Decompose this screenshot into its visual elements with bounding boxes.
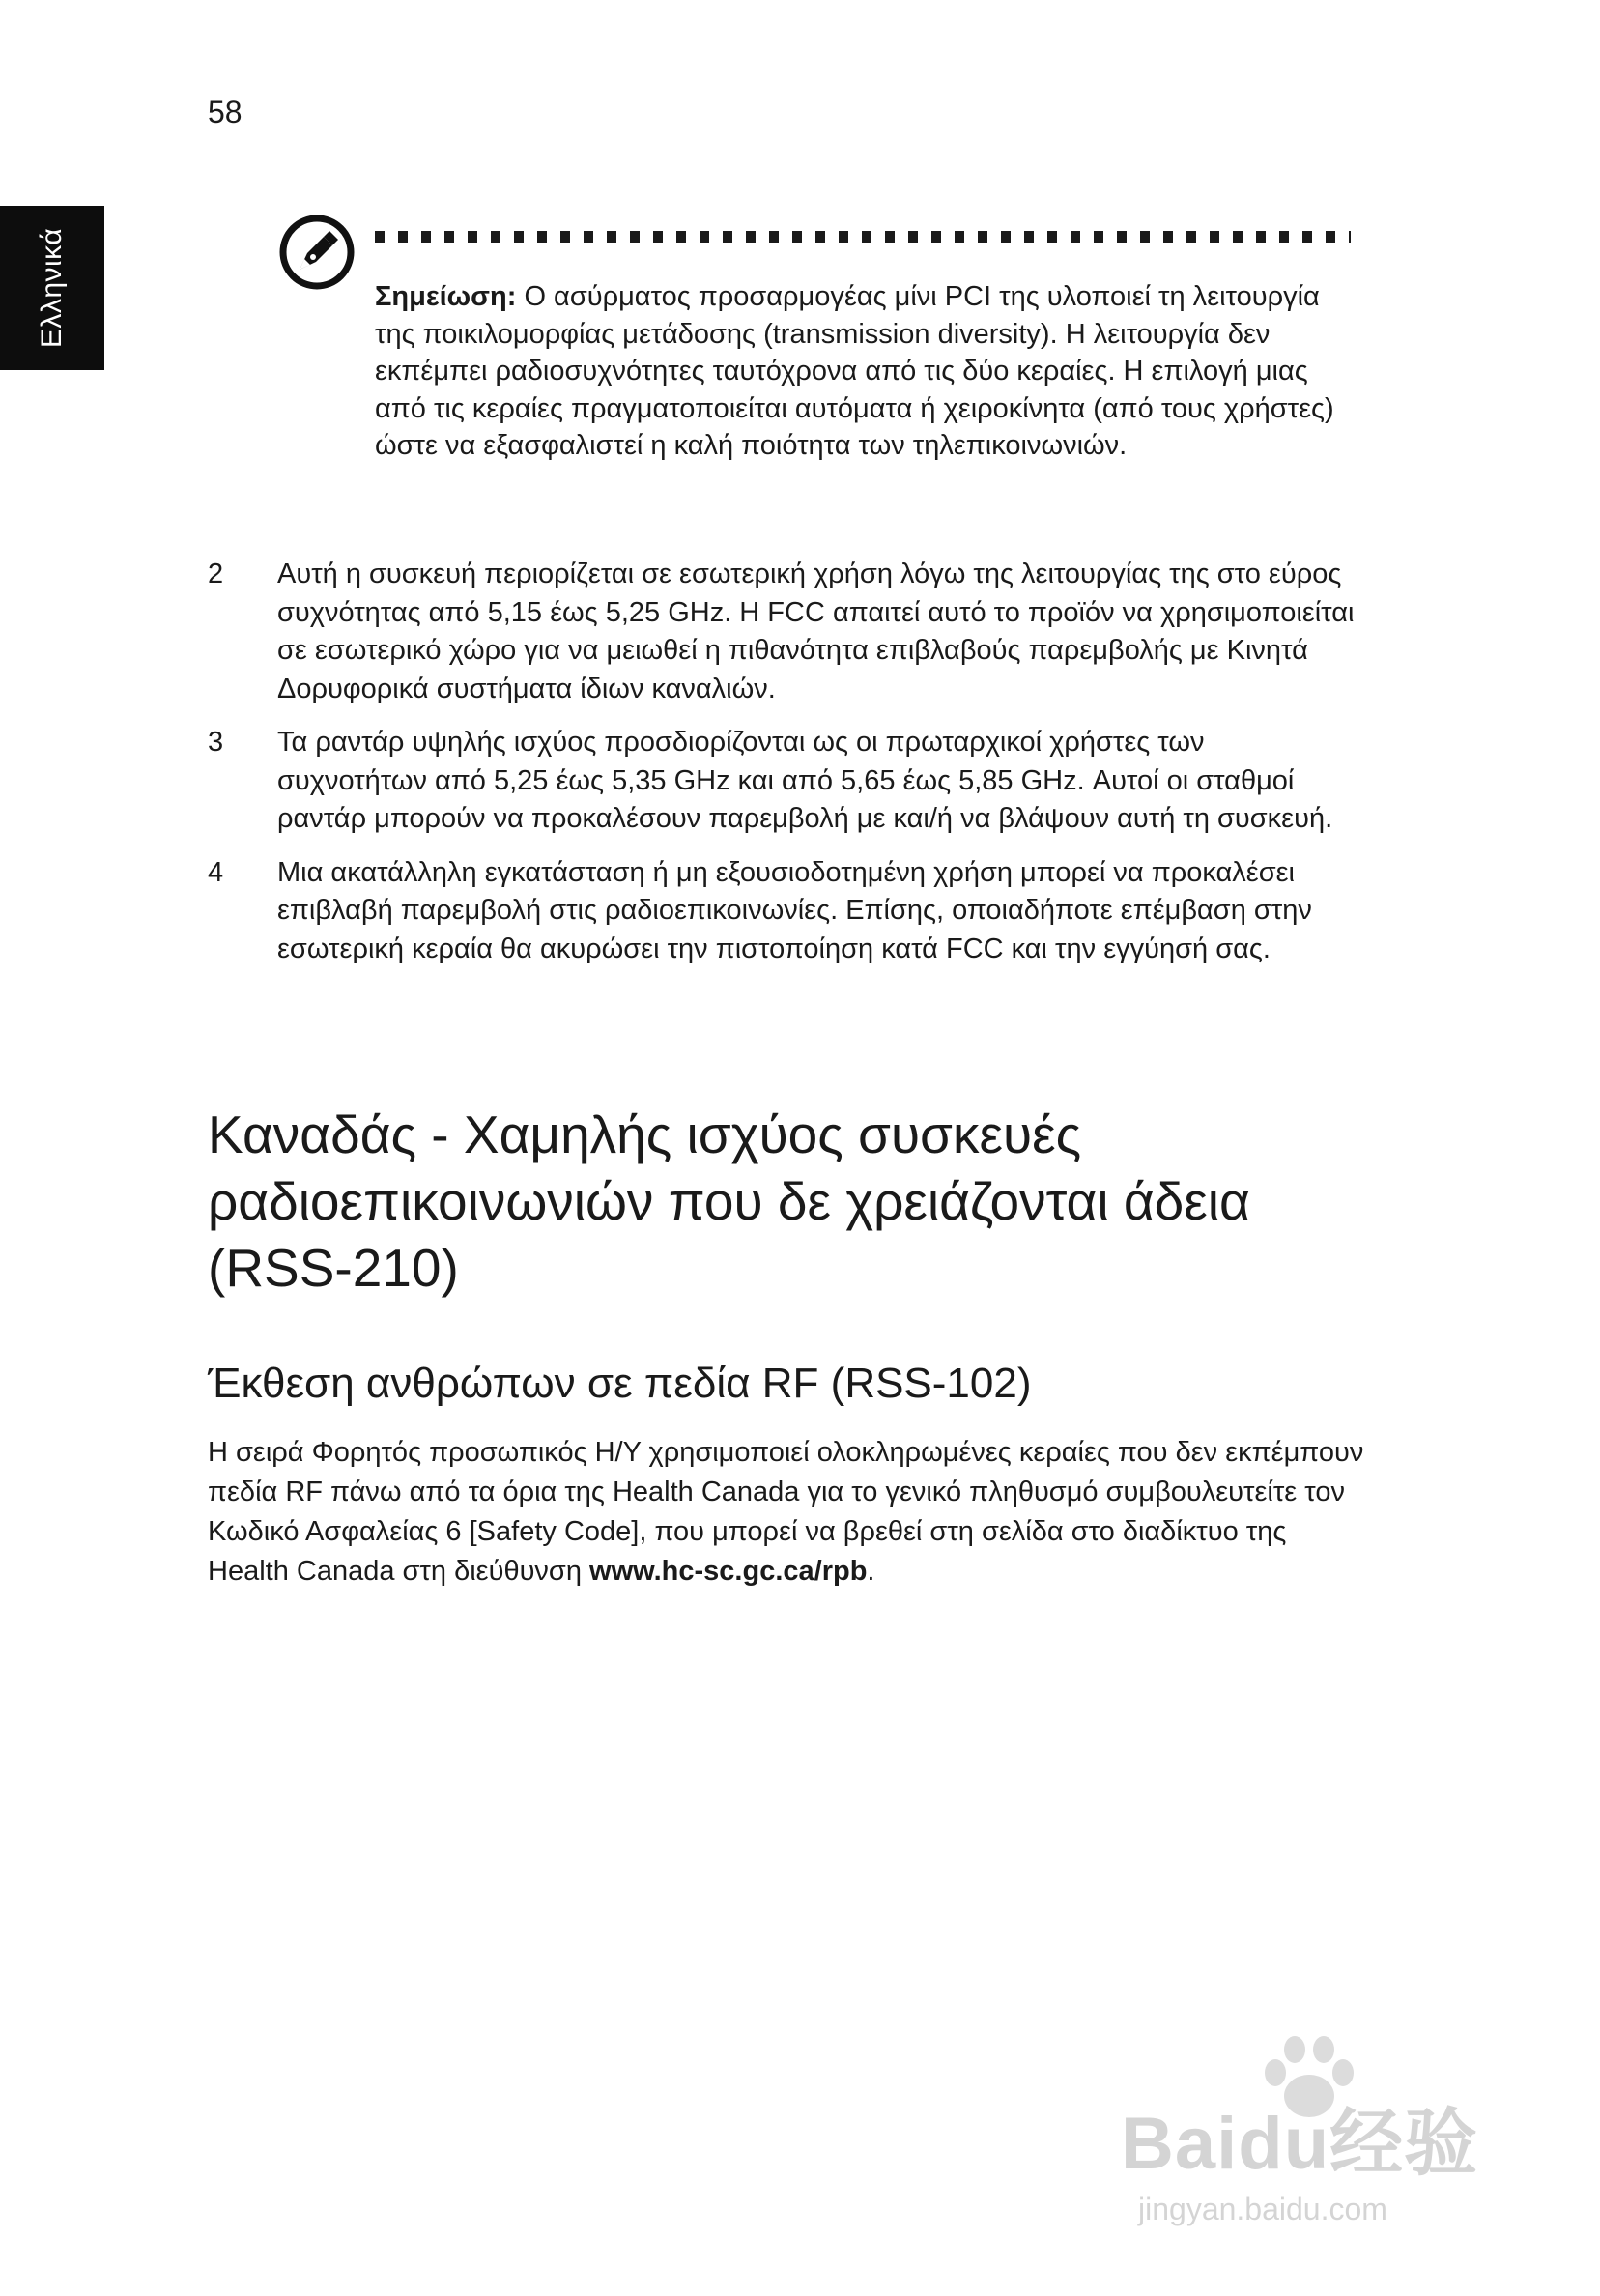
health-canada-link[interactable]: www.hc-sc.gc.ca/rpb bbox=[589, 1556, 868, 1587]
list-item-number: 3 bbox=[208, 727, 224, 758]
note-divider bbox=[375, 231, 1351, 243]
page-number: 58 bbox=[208, 95, 243, 129]
note-block bbox=[375, 278, 1351, 465]
subsection-heading: Έκθεση ανθρώπων σε πεδία RF (RSS-102) bbox=[208, 1360, 1032, 1407]
note-text: Ο ασύρματος προσαρμογέας μίνι PCI της υλοποιεί τη λειτουργία της ποικιλομορφίας μετάδοσης (transmission diversity). Η λειτουργία δεν εκπέμπει ραδιοσυχνότητες ταυτόχρονα από τις δύο κεραίες. Η επιλογή μιας από τις κεραίες πραγματοποιείται αυτόματα ή χειροκίνητα (από τους χρήστες) ώστε να εξασφαλιστεί η καλή ποιότητα των τηλεπικοινωνιών. bbox=[375, 281, 1334, 461]
baidu-watermark bbox=[1121, 2034, 1507, 2237]
body-text-end: . bbox=[867, 1556, 875, 1587]
body-paragraph bbox=[208, 1433, 1367, 1592]
numbered-list bbox=[208, 556, 1357, 984]
watermark-url: jingyan.baidu.com bbox=[1138, 2192, 1387, 2226]
section-heading: Καναδάς - Χαμηλής ισχύος συσκευές ραδιοεπικοινωνιών που δε χρειάζονται άδεια (RSS-210) bbox=[208, 1105, 1250, 1298]
note-pen-icon bbox=[278, 214, 356, 291]
list-item-text: Αυτή η συσκευή περιορίζεται σε εσωτερική χρήση λόγω της λειτουργίας της στο εύρος συχνότητας από 5,15 έως 5,25 GHz. Η FCC απαιτεί αυτό το προϊόν να χρησιμοποιείται σε εσωτερικό χώρο για να μειωθεί η πιθανότητα επιβλαβούς παρεμβολής με Κινητά Δορυφορικά συστήματα ίδιων καναλιών. bbox=[277, 559, 1355, 704]
watermark-product: 经验 bbox=[1329, 2103, 1479, 2185]
language-tab-label: Ελληνικά bbox=[36, 227, 68, 349]
language-tab bbox=[0, 206, 104, 370]
list-item bbox=[208, 724, 1357, 839]
list-item bbox=[208, 854, 1357, 969]
list-item-text: Τα ραντάρ υψηλής ισχύος προσδιορίζονται ως οι πρωταρχικοί χρήστες των συχνοτήτων από 5,25 έως 5,35 GHz και από 5,65 έως 5,85 GHz. Αυτοί οι σταθμοί ραντάρ μπορούν να προκαλέσουν παρεμβολή με και/ή να βλάψουν αυτή τη συσκευή. bbox=[277, 727, 1333, 834]
list-item-text: Μια ακατάλληλη εγκατάσταση ή μη εξουσιοδοτημένη χρήση μπορεί να προκαλέσει επιβλαβή παρεμβολή στις ραδιοεπικοινωνίες. Επίσης, οποιαδήποτε επέμβαση στην εσωτερική κεραία θα ακυρώσει την πιστοποίηση κατά FCC και την εγγύησή σας. bbox=[277, 856, 1312, 964]
body-text: Η σειρά Φορητός προσωπικός Η/Υ χρησιμοποιεί ολοκληρωμένες κεραίες που δεν εκπέμπουν πεδία RF πάνω από τα όρια της Health Canada για το γενικό πληθυσμό συμβουλευτείτε τον Κωδικό Ασφαλείας 6 [Safety Code], που μπορεί να βρεθεί στη σελίδα στο διαδίκτυο της Health Canada στη διεύθυνση bbox=[208, 1437, 1364, 1587]
list-item-number: 2 bbox=[208, 559, 224, 589]
watermark-brand-part1: Bai bbox=[1121, 2103, 1239, 2185]
list-item-number: 4 bbox=[208, 856, 224, 888]
note-label: Σημείωση: bbox=[375, 281, 517, 312]
watermark-brand-part2: du bbox=[1238, 2103, 1330, 2185]
list-item bbox=[208, 556, 1357, 708]
watermark-brand bbox=[1121, 2104, 1478, 2185]
